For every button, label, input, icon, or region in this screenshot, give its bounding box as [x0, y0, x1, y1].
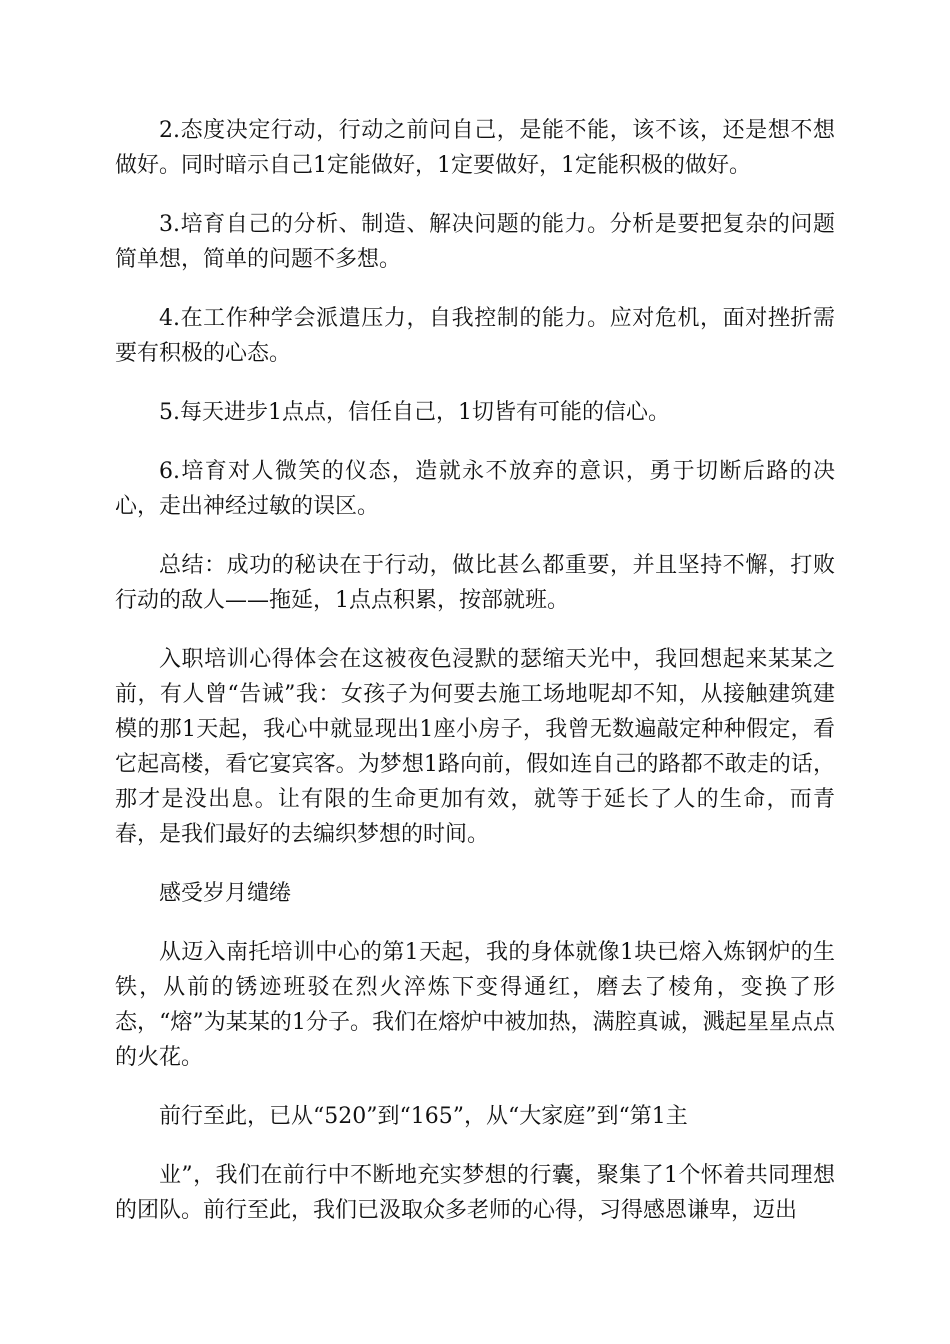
summary-paragraph: 总结：成功的秘诀在于行动，做比甚么都重要，并且坚持不懈，打败行动的敌人——拖延，1点点积累，按部就班。 [115, 553, 835, 613]
paragraph-item-4: 4.在工作种学会派遣压力，自我控制的能力。应对危机，面对挫折需要有积极的心态。 [115, 306, 835, 366]
progress-paragraph: 前行至此，已从“520”到“165”，从“大家庭”到“第1主 [159, 1104, 688, 1129]
paragraph-item-5: 5.每天进步1点点，信任自己，1切皆有可能的信心。 [159, 400, 670, 425]
paragraph-item-3: 3.培育自己的分析、制造、解决问题的能力。分析是要把复杂的问题简单想，简单的问题不多想。 [115, 212, 835, 272]
document-body [115, 113, 835, 1252]
team-paragraph: 业”，我们在前行中不断地充实梦想的行囊，聚集了1个怀着共同理想的团队。前行至此，我们已汲取众多老师的心得，习得感恩谦卑，迈出 [115, 1163, 835, 1223]
section-heading: 感受岁月缱绻 [159, 881, 292, 906]
training-center-paragraph: 从迈入南托培训中心的第1天起，我的身体就像1块已熔入炼钢炉的生铁，从前的锈迹班驳在烈火淬炼下变得通红，磨去了棱角，变换了形态，“熔”为某某的1分子。我们在熔炉中被加热，满腔真诚，溅起星星点点的火花。 [115, 940, 835, 1070]
onboarding-reflection-paragraph: 入职培训心得体会在这被夜色浸默的瑟缩天光中，我回想起来某某之前，有人曾“告诫”我：女孩子为何要去施工场地呢却不知，从接触建筑建模的那1天起，我心中就显现出1座小房子，我曾无数遍敲定种种假定，看它起高楼，看它宴宾客。为梦想1路向前，假如连自己的路都不敢走的话，那才是没出息。让有限的生命更加有效，就等于延长了人的生命，而青春，是我们最好的去编织梦想的时间。 [115, 647, 835, 847]
paragraph-item-2: 2.态度决定行动，行动之前问自己，是能不能，该不该，还是想不想做好。同时暗示自己1定能做好，1定要做好，1定能积极的做好。 [115, 118, 835, 178]
paragraph-item-6: 6.培育对人微笑的仪态，造就永不放弃的意识，勇于切断后路的决心，走出神经过敏的误区。 [115, 459, 835, 519]
